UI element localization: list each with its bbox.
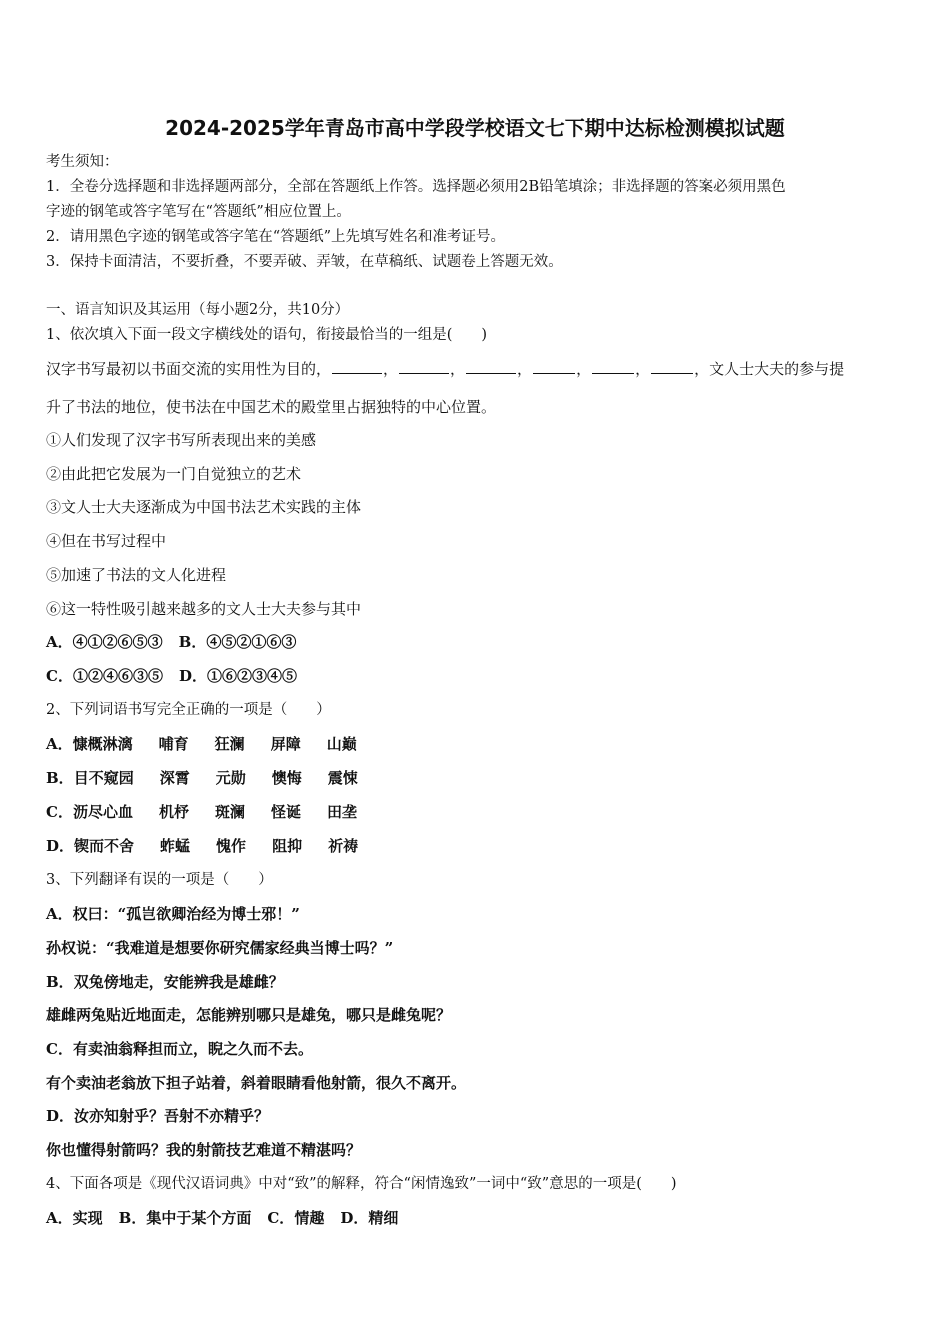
passage-start: 汉字书写最初以书面交流的实用性为目的， [46,360,332,378]
statement-item: ⑥这一特性吸引越来越多的文人士大夫参与其中 [46,600,362,618]
comma: ， [576,360,592,378]
option-a[interactable]: A．④①②⑥⑤③ [46,633,163,651]
notice-heading: 考生须知： [46,154,119,170]
question-3-translation: 孙权说：“我难道是想要你研究儒家经典当博士吗？” [46,939,394,957]
comma: ， [517,360,533,378]
question-1-stem: 1、依次填入下面一段文字横线处的语句，衔接最恰当的一组是( ) [46,327,488,343]
statement-item: ④但在书写过程中 [46,532,167,550]
answer-blank[interactable] [533,359,575,374]
comma: ， [383,360,399,378]
answer-blank[interactable] [592,359,634,374]
question-2-option-b[interactable]: B．目不窥园 深霄 元勋 懊悔 震悚 [46,769,358,787]
notice-line: 1．全卷分选择题和非选择题两部分，全部在答题纸上作答。选择题必须用2B铅笔填涂；非选择题的答案必须用黑色 [46,179,786,195]
question-1-passage-line2: 升了书法的地位，使书法在中国艺术的殿堂里占据独特的中心位置。 [46,398,497,416]
answer-blank[interactable] [651,359,693,374]
section-heading: 一、语言知识及其运用（每小题2分，共10分） [46,302,350,318]
question-3-translation: 雄雌两兔贴近地面走，怎能辨别哪只是雄兔，哪只是雌兔呢？ [46,1006,452,1024]
question-3-option-a[interactable]: A．权曰：“孤岂欲卿治经为博士邪！” [46,905,300,923]
question-2-stem: 2、下列词语书写完全正确的一项是（ ） [46,702,331,718]
question-2-option-c[interactable]: C．沥尽心血 机杼 斑澜 怪诞 田垄 [46,803,358,821]
question-4-options [46,1208,398,1228]
notice-line: 2．请用黑色字迹的钢笔或答字笔在“答题纸”上先填写姓名和准考证号。 [46,229,506,245]
statement-item: ③文人士大夫逐渐成为中国书法艺术实践的主体 [46,498,362,516]
answer-blank[interactable] [399,359,449,374]
question-3-option-b[interactable]: B．双兔傍地走，安能辨我是雄雌？ [46,973,284,991]
notice-line: 字迹的钢笔或答字笔写在“答题纸”相应位置上。 [46,204,351,220]
option-c[interactable]: C．①②④⑥③⑤ [46,667,163,685]
comma: ， [635,360,651,378]
option-b[interactable]: B．④⑤②①⑥③ [178,633,297,651]
question-3-translation: 你也懂得射箭吗？我的射箭技艺难道不精湛吗？ [46,1141,362,1159]
question-3-stem: 3、下列翻译有误的一项是（ ） [46,872,273,888]
question-2-option-d[interactable]: D．锲而不舍 蚱蜢 愧作 阻抑 祈祷 [46,837,359,855]
option-c[interactable]: C．情趣 [267,1209,325,1227]
option-d[interactable]: D．精细 [340,1209,399,1227]
question-3-option-c[interactable]: C．有卖油翁释担而立，睨之久而不去。 [46,1040,313,1058]
option-a[interactable]: A．实现 [46,1209,103,1227]
question-1-options-row-2 [46,666,297,686]
question-3-option-d[interactable]: D．汝亦知射乎？吾射不亦精乎？ [46,1107,270,1125]
option-d[interactable]: D．①⑥②③④⑤ [178,667,297,685]
passage-end: ，文人士大夫的参与提 [694,360,845,378]
question-1-passage [46,359,844,379]
question-4-stem: 4、下面各项是《现代汉语词典》中对“致”的解释，符合“闲情逸致”一词中“致”意思的一项是( ) [46,1176,677,1192]
answer-blank[interactable] [466,359,516,374]
option-b[interactable]: B．集中于某个方面 [118,1209,252,1227]
statement-item: ②由此把它发展为一门自觉独立的艺术 [46,465,302,483]
notice-line: 3．保持卡面清洁，不要折叠，不要弄破、弄皱，在草稿纸、试题卷上答题无效。 [46,254,563,270]
question-1-options-row-1 [46,632,296,652]
answer-blank[interactable] [332,359,382,374]
page-title: 2024-2025学年青岛市高中学段学校语文七下期中达标检测模拟试题 [165,116,785,140]
statement-item: ⑤加速了书法的文人化进程 [46,566,227,584]
question-2-option-a[interactable]: A．慷概淋漓 哺育 狂澜 屏障 山巅 [46,735,357,753]
comma: ， [450,360,466,378]
statement-item: ①人们发现了汉字书写所表现出来的美感 [46,431,317,449]
question-3-translation: 有个卖油老翁放下担子站着，斜着眼睛看他射箭，很久不离开。 [46,1074,467,1092]
